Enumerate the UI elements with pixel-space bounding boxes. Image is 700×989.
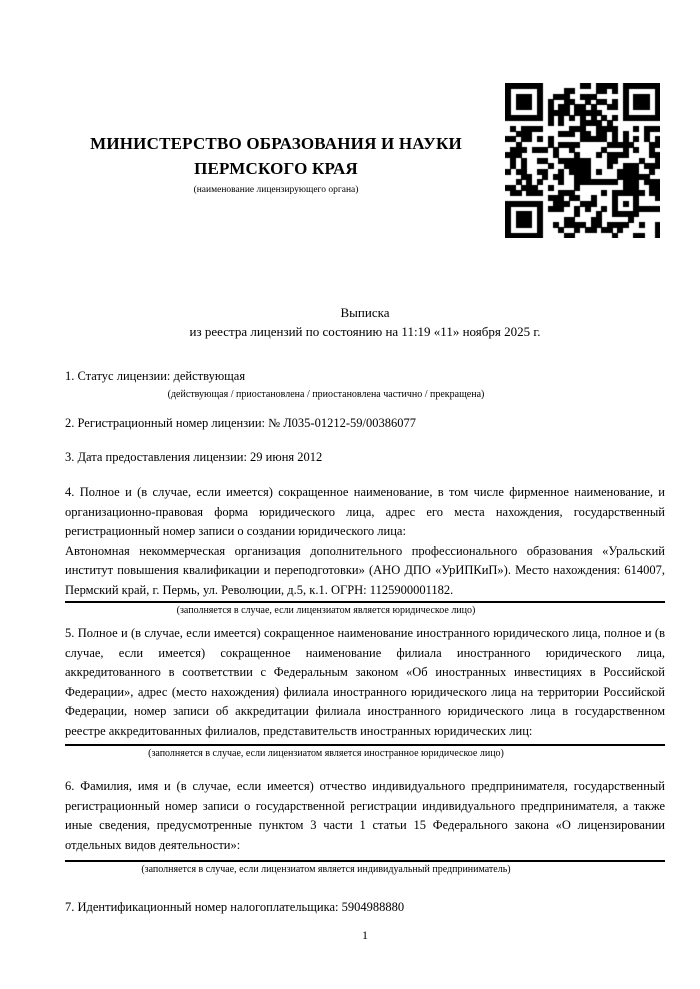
page-number: 1 <box>362 928 368 942</box>
legal-entity-intro: 4. Полное и (в случае, если имеется) сокращенное наименование, в том числе фирменное наименование, и организационно-правовая форма юридического лица, адрес его места нахождения, государственный регистрационный номер записи о создании юридического лица: <box>65 485 665 538</box>
licensing-authority-caption: (наименование лицензирующего органа) <box>193 185 359 195</box>
document-title <box>65 303 665 341</box>
document-title-line1: Выписка <box>340 305 390 320</box>
foreign-entity-intro: 5. Полное и (в случае, если имеется) сокращенное наименование иностранного юридического лица, полное и (в случае, если имеется) сокращенное наименование филиала иностранного юридического лица, аккредитованного в соответствии с Федеральным законом «Об иностранных инвестициях в Российской Федерации», адрес (место нахождения) филиала иностранного юридического лица на территории Российской Федерации, номер записи об аккредитации филиала иностранного юридического лица в государственном реестре аккредитованных филиалов, представительств иностранных юридических лиц: <box>65 626 665 738</box>
individual-entrepreneur-underline <box>65 860 665 862</box>
licensing-authority-header <box>65 131 487 196</box>
section-foreign-entity <box>65 624 665 760</box>
license-grant-date-text: 3. Дата предоставления лицензии: 29 июня 2012 <box>65 450 323 464</box>
legal-entity-note: (заполняется в случае, если лицензиатом является юридическое лицо) <box>176 605 476 616</box>
qr-code-icon <box>505 83 660 238</box>
individual-entrepreneur-intro: 6. Фамилия, имя и (в случае, если имеется) отчество индивидуального предпринимателя, государственный регистрационный номер записи о государственной регистрации индивидуального предпринимателя, а также иные сведения, предусмотренные пунктом 3 части 1 статьи 15 Федерального закона «О лицензировании отдельных видов деятельности»: <box>65 779 665 852</box>
individual-entrepreneur-note: (заполняется в случае, если лицензиатом является индивидуальный предприниматель) <box>141 864 511 875</box>
foreign-entity-underline <box>65 744 665 746</box>
foreign-entity-note: (заполняется в случае, если лицензиатом является иностранное юридическое лицо) <box>148 748 504 759</box>
section-registration-number <box>65 414 665 434</box>
section-license-status <box>65 367 665 401</box>
legal-entity-value: Автономная некоммерческая организация дополнительного профессионального образования «Уральский институт повышения квалификации и переподготовки» (АНО ДПО «УрИПКиП»). Место нахождения: 614007, Пермский край, г. Пермь, ул. Революции, д.5, к.1. ОГРН: 1125900001182. <box>65 543 665 597</box>
ministry-name-line2: ПЕРМСКОГО КРАЯ <box>194 159 358 178</box>
ministry-name-line1: МИНИСТЕРСТВО ОБРАЗОВАНИЯ И НАУКИ <box>90 134 462 153</box>
legal-entity-underline <box>65 601 665 603</box>
section-taxpayer-number <box>65 898 665 918</box>
section-license-grant-date <box>65 448 665 468</box>
license-status-variants-note: (действующая / приостановлена / приостановлена частично / прекращена) <box>167 388 485 400</box>
section-legal-entity <box>65 483 665 617</box>
document-title-line2: из реестра лицензий по состоянию на 11:19 «11» ноября 2025 г. <box>189 324 541 339</box>
taxpayer-number-text: 7. Идентификационный номер налогоплательщика: 5904988880 <box>65 900 405 914</box>
section-individual-entrepreneur <box>65 777 665 876</box>
registration-number-text: 2. Регистрационный номер лицензии: № Л035-01212-59/00386077 <box>65 416 416 430</box>
license-status-text: 1. Статус лицензии: действующая <box>65 369 246 383</box>
